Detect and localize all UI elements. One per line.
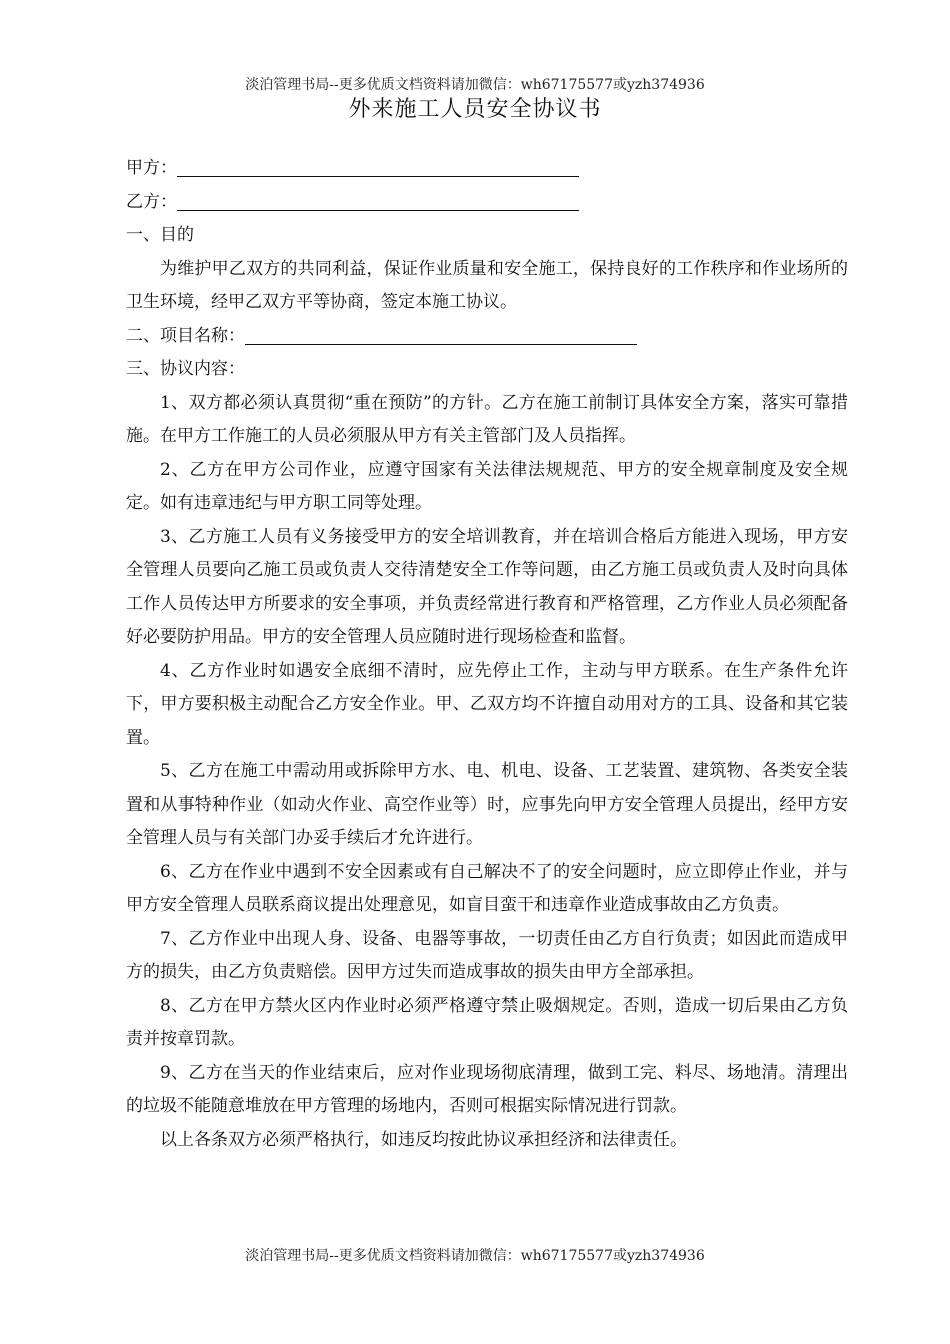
party-b-label: 乙方： (126, 191, 177, 212)
clause-5: 5、乙方在施工中需动用或拆除甲方水、电、机电、设备、工艺装置、建筑物、各类安全装置和从事特种作业（如动火作业、高空作业等）时，应事先向甲方安全管理人员提出，经甲方安全管理人员与有关部门办妥手续后才允许进行。 (126, 761, 848, 848)
party-a-label: 甲方： (126, 158, 177, 178)
clause-8: 8、乙方在甲方禁火区内作业时必须严格遵守禁止吸烟规定。否则，造成一切后果由乙方负责并按章罚款。 (126, 995, 848, 1049)
project-name-blank (245, 324, 637, 345)
page-title: 外来施工人员安全协议书 (348, 97, 602, 122)
party-a-line (126, 152, 848, 186)
project-name-line (126, 320, 848, 354)
clause-9: 9、乙方在当天的作业结束后，应对作业现场彻底清理，做到工完、料尽、场地清。清理出的垃圾不能随意堆放在甲方管理的场地内，否则可根据实际情况进行罚款。 (126, 1062, 848, 1116)
clause-3: 3、乙方施工人员有义务接受甲方的安全培训教育，并在培训合格后方能进入现场，甲方安全管理人员要向乙施工员或负责人交待清楚安全工作等问题，由乙方施工员或负责人及时向具体工作人员传达甲方所要求的安全事项，并负责经常进行教育和严格管理，乙方作业人员必须配备好必要防护用品。甲方的安全管理人员应随时进行现场检查和监督。 (126, 526, 848, 647)
section1-paragraph: 为维护甲乙双方的共同利益，保证作业质量和安全施工，保持良好的工作秩序和作业场所的卫生环境，经甲乙双方平等协商，签定本施工协议。 (126, 258, 848, 312)
footer-note: 淡泊管理书局--更多优质文档资料请加微信：wh67175577或yzh374936 (245, 1248, 705, 1264)
party-b-line (126, 186, 848, 220)
header-note: 淡泊管理书局--更多优质文档资料请加微信：wh67175577或yzh374936 (245, 77, 705, 93)
party-b-blank (177, 190, 579, 211)
project-name-label: 二、项目名称： (126, 325, 245, 346)
party-a-blank (177, 156, 579, 177)
clause-6: 6、乙方在作业中遇到不安全因素或有自己解决不了的安全问题时，应立即停止作业，并与甲方安全管理人员联系商议提出处理意见，如盲目蛮干和违章作业造成事故由乙方负责。 (126, 861, 848, 915)
section1-heading: 一、目的 (126, 225, 194, 245)
clause-7: 7、乙方作业中出现人身、设备、电器等事故，一切责任由乙方自行负责；如因此而造成甲方的损失，由乙方负责赔偿。因甲方过失而造成事故的损失由甲方全部承担。 (126, 928, 848, 982)
clause-1: 1、双方都必须认真贯彻“重在预防”的方针。乙方在施工前制订具体安全方案，落实可靠措施。在甲方工作施工的人员必须服从甲方有关主管部门及人员指挥。 (126, 392, 848, 446)
section3-heading: 三、协议内容： (126, 359, 245, 379)
document-body (126, 152, 848, 1157)
clause-4: 4、乙方作业时如遇安全底细不清时，应先停止工作，主动与甲方联系。在生产条件允许下，甲方要积极主动配合乙方安全作业。甲、乙双方均不许擅自动用对方的工具、设备和其它装置。 (126, 660, 848, 748)
closing-paragraph: 以上各条双方必须严格执行，如违反均按此协议承担经济和法律责任。 (160, 1129, 687, 1150)
clause-2: 2、乙方在甲方公司作业，应遵守国家有关法律法规规范、甲方的安全规章制度及安全规定。如有违章违纪与甲方职工同等处理。 (126, 459, 848, 513)
